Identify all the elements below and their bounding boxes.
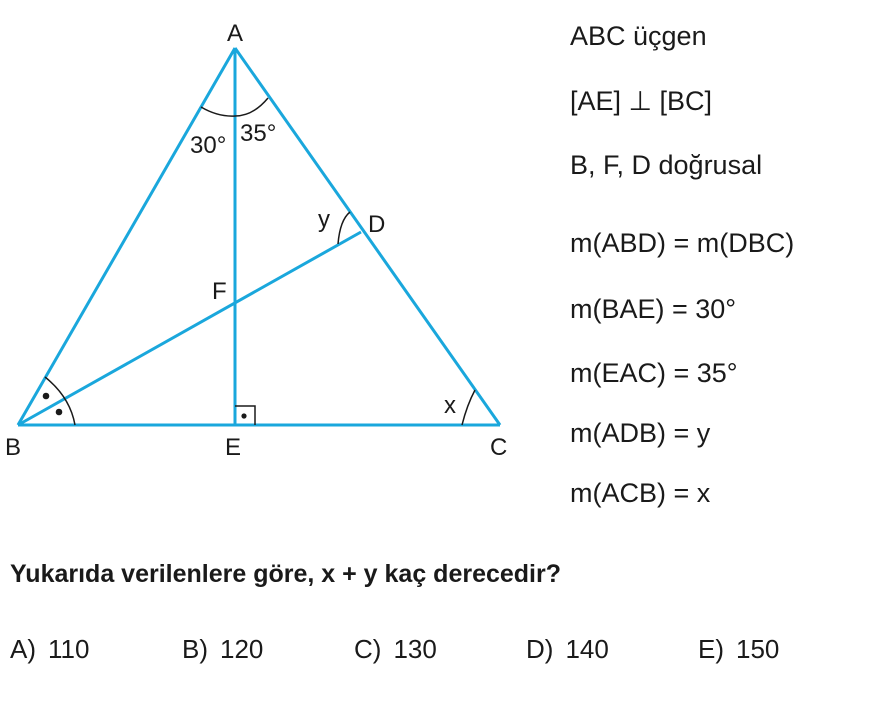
option-d[interactable] xyxy=(526,634,609,665)
angle-label-eac: 35° xyxy=(240,120,277,147)
angle-label-y: y xyxy=(318,206,330,233)
option-value: 120 xyxy=(220,634,264,664)
given-angle-adb: m(ADB) = y xyxy=(570,418,711,448)
given-angle-acb: m(ACB) = x xyxy=(570,478,711,508)
option-letter: A) xyxy=(10,634,36,664)
option-letter: C) xyxy=(354,634,382,664)
vertex-label-b: B xyxy=(5,434,22,461)
option-b[interactable] xyxy=(182,634,263,665)
bisector-bd xyxy=(18,232,361,425)
vertex-label-a: A xyxy=(227,20,244,47)
option-c[interactable] xyxy=(354,634,437,665)
arc-angle-bae xyxy=(201,107,235,116)
vertex-label-d: D xyxy=(368,211,386,238)
arc-angle-x xyxy=(462,390,475,425)
option-value: 130 xyxy=(393,634,437,664)
option-letter: D) xyxy=(526,634,554,664)
arc-angle-eac xyxy=(235,98,268,116)
vertex-label-e: E xyxy=(225,434,242,461)
given-triangle: ABC üçgen xyxy=(570,21,707,51)
given-collinear: B, F, D doğrusal xyxy=(570,150,763,180)
vertex-label-c: C xyxy=(490,434,508,461)
angle-label-x: x xyxy=(444,392,456,419)
bisector-dot-2 xyxy=(56,409,63,416)
bisector-dot-1 xyxy=(43,393,50,400)
given-angle-eac: m(EAC) = 35° xyxy=(570,358,738,388)
option-value: 140 xyxy=(565,634,609,664)
given-perpendicular: [AE] ⊥ [BC] xyxy=(570,86,713,116)
side-ab xyxy=(18,48,235,425)
angle-label-bae: 30° xyxy=(190,132,227,159)
option-value: 110 xyxy=(48,634,90,664)
option-letter: E) xyxy=(698,634,724,664)
option-letter: B) xyxy=(182,634,208,664)
given-angle-bae: m(BAE) = 30° xyxy=(570,294,737,324)
given-angle-bisector: m(ABD) = m(DBC) xyxy=(570,228,795,258)
option-e[interactable] xyxy=(698,634,779,665)
right-angle-dot xyxy=(241,413,246,418)
question-text: Yukarıda verilenlere göre, x + y kaç derecedir? xyxy=(10,560,562,588)
option-a[interactable] xyxy=(10,634,89,665)
vertex-label-f: F xyxy=(212,278,227,305)
option-value: 150 xyxy=(736,634,780,664)
triangle-figure xyxy=(0,0,560,470)
